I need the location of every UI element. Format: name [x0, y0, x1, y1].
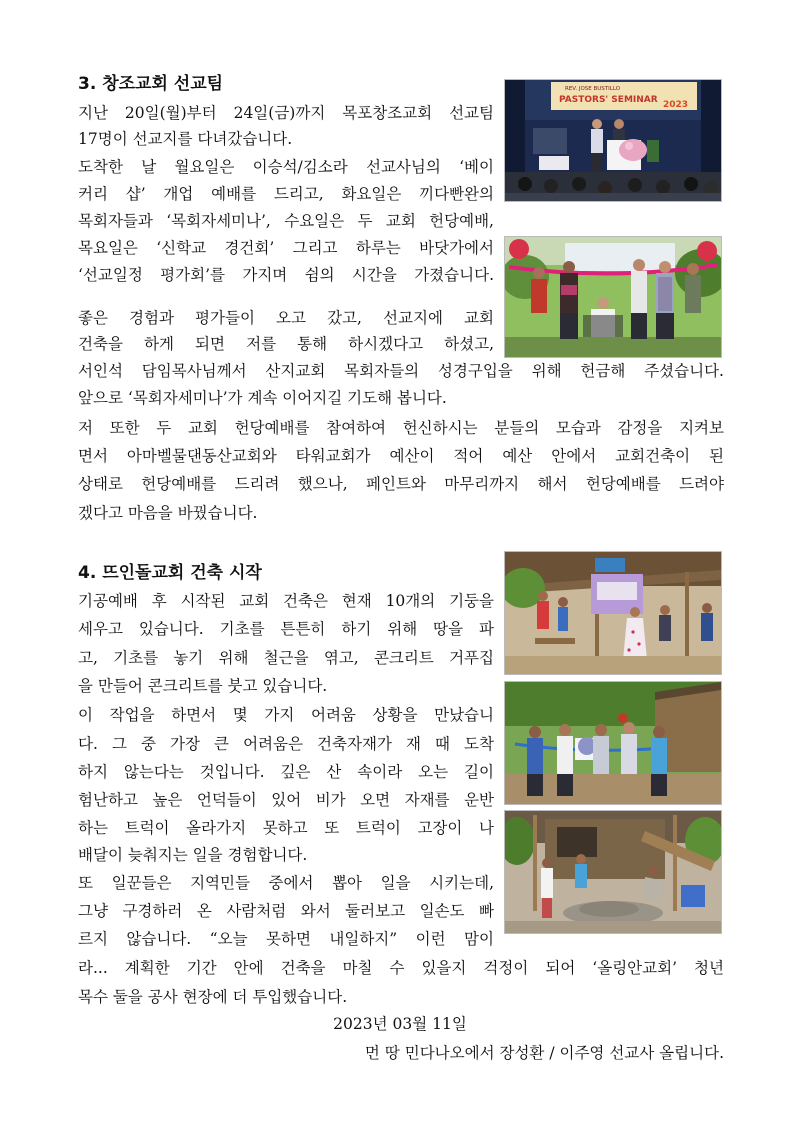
section-4-line: 이 작업을 하면서 몇 가지 어려움 상황을 만났습니 — [78, 706, 494, 724]
seminar-photo — [504, 79, 722, 202]
banner-small-text: REV. JOSE BUSTILLO — [565, 86, 621, 92]
construction-work-photo — [504, 810, 722, 934]
section-3-line: 목회자들과 ‘목회자세미나’, 수요일은 두 교회 헌당예배, — [78, 212, 494, 230]
letter-signature: 먼 땅 민다나오에서 장성환 / 이주영 선교사 올립니다. — [364, 1044, 724, 1062]
section-3-line: 겠다고 마음을 바꿨습니다. — [78, 504, 258, 522]
section-4-line: 목수 둘을 공사 현장에 더 투입했습니다. — [78, 988, 348, 1006]
section-3-line: 17명이 선교지를 다녀갔습니다. — [78, 130, 293, 148]
section-4-line: 하는 트럭이 올라가지 못하고 또 트럭이 고장이 나 — [78, 819, 494, 837]
section-3-line: 도착한 날 월요일은 이승석/김소라 선교사님의 ‘베이 — [78, 158, 494, 176]
section-4-line: 세우고 있습니다. 기초를 튼튼히 하기 위해 땅을 파 — [78, 620, 494, 638]
section-4-line: 기공예배 후 시작된 교회 건축은 현재 10개의 기둥을 — [78, 592, 494, 610]
gathering-photo — [504, 551, 722, 675]
section-4-line: 르지 않습니다. “오늘 못하면 내일하지” 이런 맘이 — [78, 930, 494, 948]
section-3-line: 상태로 헌당예배를 드리려 했으나, 페인트와 마무리까지 해서 헌당예배를 드려야 — [78, 475, 724, 493]
section-3-heading: 3. 창조교회 선교팀 — [78, 74, 224, 94]
section-3-line: 면서 아마벨물댄동산교회와 타워교회가 예산이 적어 예산 안에서 교회건축이 된 — [78, 447, 724, 465]
section-3-line: 커리 샵’ 개업 예배를 드리고, 화요일은 끼다빤완의 — [78, 185, 494, 203]
ribbon-cutting-photo — [504, 236, 722, 358]
site-ribbon-photo — [504, 681, 722, 805]
banner-year-text: 2023 — [663, 100, 689, 110]
section-3-line: 지난 20일(월)부터 24일(금)까지 목포창조교회 선교팀 — [78, 104, 494, 122]
section-4-line: 다. 그 중 가장 큰 어려움은 건축자재가 재 때 도착 — [78, 735, 494, 753]
section-4-line: 하지 않는다는 것입니다. 깊은 산 속이라 오는 길이 — [78, 763, 494, 781]
section-3-line: 목요일은 ‘신학교 경건회’ 그리고 하루는 바닷가에서 — [78, 239, 494, 257]
section-3-line: 좋은 경험과 평가들이 오고 갔고, 선교지에 교회 — [78, 309, 494, 327]
section-4-line: 그냥 구경하러 온 사람처럼 와서 둘러보고 일손도 빠 — [78, 902, 494, 920]
banner-title-text: PASTORS' SEMINAR — [559, 95, 658, 105]
section-3-line: ‘선교일정 평가회’를 가지며 쉼의 시간을 가졌습니다. — [78, 266, 494, 284]
section-3-line: 건축을 하게 되면 저를 통해 하시겠다고 하셨고, — [78, 335, 494, 353]
letter-date: 2023년 03월 11일 — [333, 1015, 467, 1033]
section-4-line: 또 일꾼들은 지역민들 중에서 뽑아 일을 시키는데, — [78, 874, 494, 892]
section-4-line: 고, 기초를 놓기 위해 철근을 엮고, 콘크리트 거푸집 — [78, 649, 494, 667]
section-3-line: 저 또한 두 교회 헌당예배를 참여하여 헌신하시는 분들의 모습과 감정을 지켜보 — [78, 419, 724, 437]
section-4-line: 배달이 늦춰지는 일을 경험합니다. — [78, 846, 308, 864]
section-4-heading: 4. 뜨인돌교회 건축 시작 — [78, 563, 262, 583]
section-3-line: 앞으로 ‘목회자세미나’가 계속 이어지길 기도해 봅니다. — [78, 389, 447, 407]
section-4-line: 험난하고 높은 언덕들이 있어 비가 오면 자재를 운반 — [78, 791, 494, 809]
section-3-line: 서인석 담임목사님께서 산지교회 목회자들의 성경구입을 위해 헌금해 주셨습니다. — [78, 362, 724, 380]
section-4-line: 을 만들어 콘크리트를 붓고 있습니다. — [78, 677, 328, 695]
section-4-line: 라... 계획한 기간 안에 건축을 마칠 수 있을지 걱정이 되어 ‘올링안교회’ 청년 — [78, 959, 724, 977]
